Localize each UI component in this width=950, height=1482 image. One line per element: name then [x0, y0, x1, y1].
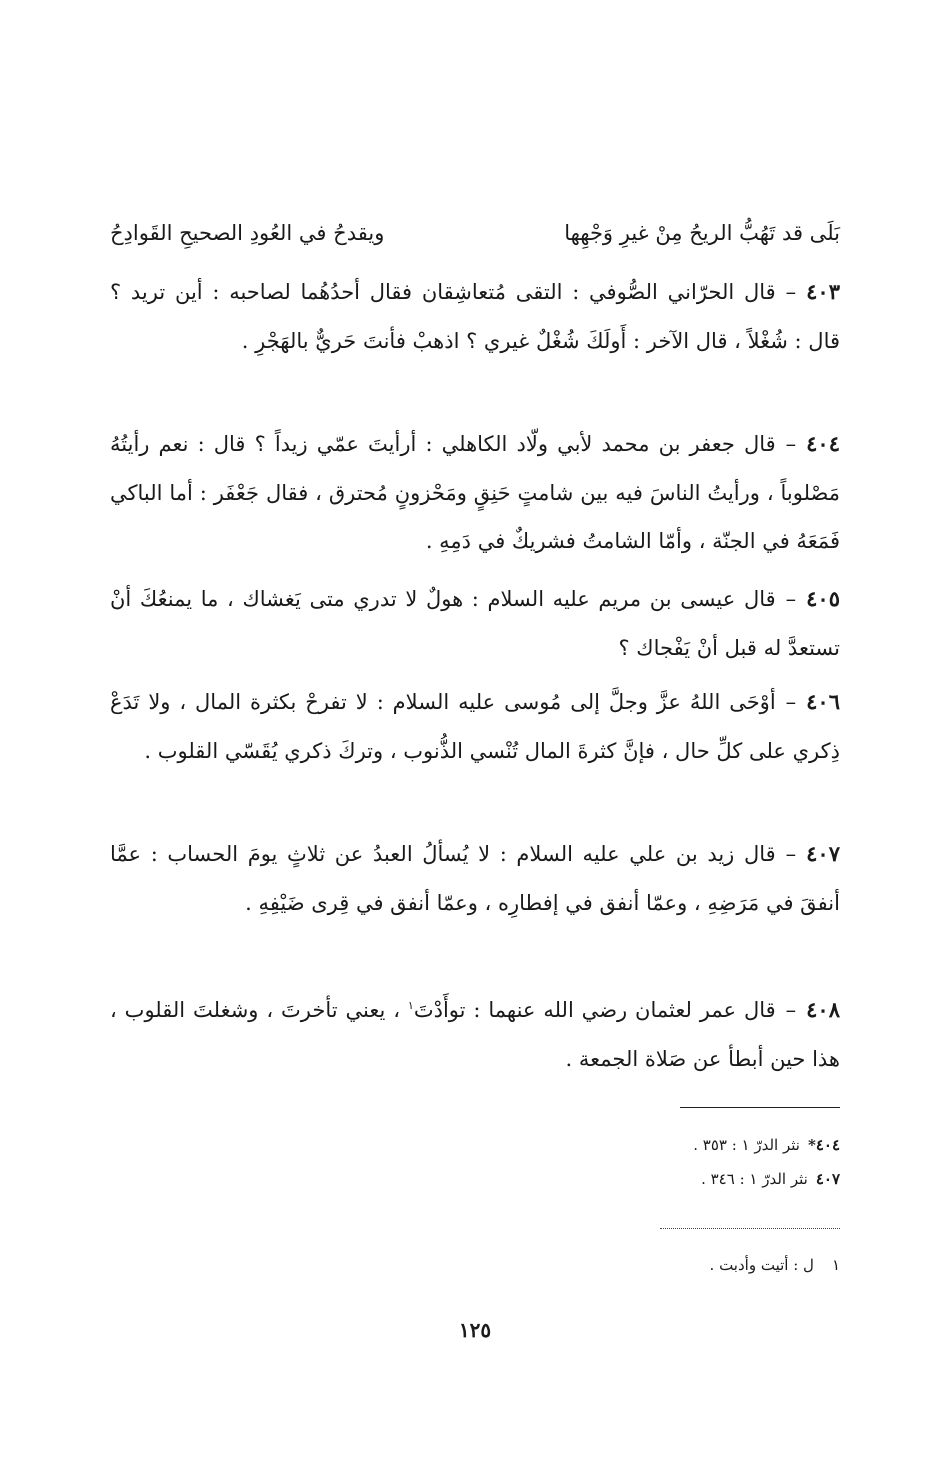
paragraph-405 — [110, 575, 840, 672]
dash-separator: – — [785, 587, 797, 611]
paragraph-number: ٤٠٤ — [806, 431, 840, 456]
paragraph-407 — [110, 830, 840, 927]
dash-separator: – — [785, 998, 797, 1022]
paragraph-number: ٤٠٨ — [806, 997, 840, 1022]
paragraph-text: قال زيد بن علي عليه السلام : لا يُسألُ العبدُ عن ثلاثٍ يومَ الحساب : عمَّا أنفقَ في مَرَضِهِ ، وعمّا أنفق في إفطارِه ، وعمّا أنفق في قِرى ضَيْفِهِ . — [110, 842, 840, 915]
poem-verse — [110, 208, 840, 258]
paragraph-404 — [110, 420, 840, 566]
dash-separator: – — [785, 280, 797, 304]
source-text: نثر الدرّ ١ : ٣٤٦ . — [701, 1170, 808, 1188]
footnote — [110, 1250, 840, 1280]
footnote-separator — [680, 1107, 840, 1108]
paragraph-406 — [110, 678, 840, 775]
paragraph-text: أوْحَى اللهُ عزَّ وجلَّ إلى مُوسى عليه السلام : لا تفرحْ بكثرة المال ، ولا تَدَعْ ذِكري على كلِّ حال ، فإنَّ كثرةَ المال تُنْسي الذُّنوب ، وتركَ ذكري يُقَسّي القلوب . — [110, 690, 840, 763]
paragraph-number: ٤٠٦ — [806, 689, 840, 714]
dash-separator: – — [785, 842, 797, 866]
source-ref-number: ٤٠٤* — [807, 1136, 840, 1154]
paragraph-text: قال عمر لعثمان رضي الله عنهما : توأَدْتَ — [413, 998, 776, 1022]
paragraph-number: ٤٠٧ — [806, 841, 840, 866]
source-line — [110, 1128, 840, 1162]
source-text: نثر الدرّ ١ : ٣٥٣ . — [693, 1136, 800, 1154]
footnote-marker: ١ — [407, 999, 414, 1012]
source-ref-number: ٤٠٧ — [815, 1170, 840, 1188]
paragraph-text-continued: ، يعني تأخرتَ ، وشغلتَ القلوب ، هذا حين أبطأ عن صَلاة الجمعة . — [110, 998, 840, 1071]
dash-separator: – — [785, 432, 797, 456]
footnote-number: ١ — [831, 1256, 840, 1274]
paragraph-number: ٤٠٣ — [806, 279, 840, 304]
dash-separator: – — [785, 690, 797, 714]
paragraph-text: قال عيسى بن مريم عليه السلام : هولٌ لا تدري متى يَغشاك ، ما يمنعُكَ أنْ تستعدَّ له قبل أنْ يَفْجاك ؟ — [110, 587, 840, 660]
source-references — [110, 1128, 840, 1196]
paragraph-number: ٤٠٥ — [806, 586, 840, 611]
paragraph-text: قال جعفر بن محمد لأبي ولّاد الكاهلي : أرأيتَ عمّي زيداً ؟ قال : نعم رأيتُهُ مَصْلوباً ، ورأيتُ الناسَ فيه بين شامتٍ حَنِقٍ ومَحْزونٍ مُحترق ، فقال جَعْفَر : أما الباكي فَمَعَهُ في الجنّة ، وأمّا الشامتُ فشريكٌ في دَمِهِ . — [110, 432, 840, 553]
footnote-text: ل : أتيت وأدبت . — [709, 1256, 814, 1274]
paragraph-403 — [110, 268, 840, 365]
verse-first-hemistich: بَلَى قد تَهُبُّ الريحُ مِنْ غيرِ وَجْهِها — [564, 221, 840, 245]
dotted-separator — [660, 1228, 840, 1229]
source-line — [110, 1162, 840, 1196]
verse-second-hemistich: ويقدحُ في العُودِ الصحيحِ القَوادِحُ — [110, 221, 385, 245]
paragraph-408 — [110, 982, 840, 1083]
paragraph-text: قال الحرّاني الصُّوفي : التقى مُتعاشِقان فقال أحدُهُما لصاحبه : أين تريد ؟ قال : شُغْلاً ، قال الآخر : أَولَكَ شُغْلٌ غيري ؟ اذهبْ فأنتَ حَريٌّ بالهَجْرِ . — [110, 280, 840, 353]
page-number: ١٢٥ — [458, 1318, 492, 1342]
